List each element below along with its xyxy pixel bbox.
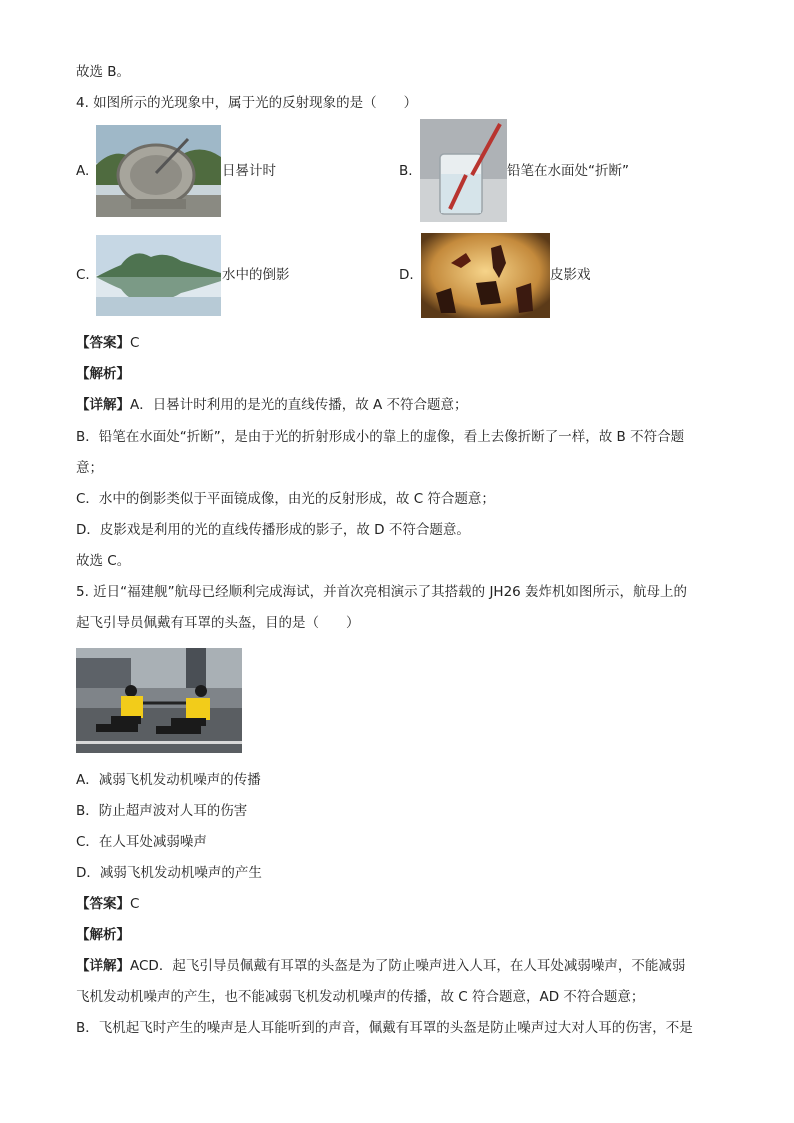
q4-detail-line-1: B．铅笔在水面处“折断”，是由于光的折射形成小的靠上的虚像，看上去像折断了一样，故 B 不符合题 <box>76 429 685 445</box>
q4-detail-line-0 <box>76 395 468 415</box>
q5-option-c: C．在人耳处减弱噪声 <box>76 834 207 850</box>
q5-detail-line-0 <box>76 956 685 976</box>
q5-option-d: D．减弱飞机发动机噪声的产生 <box>76 865 262 881</box>
q5-detail-line-1: 飞机发动机噪声的产生，也不能减弱飞机发动机噪声的传播，故 C 符合题意，AD 不符合题意； <box>76 989 645 1005</box>
shadow-play-photo <box>421 233 550 318</box>
option-c-letter: C. <box>76 267 90 283</box>
option-d-letter: D. <box>399 267 414 283</box>
sundial-photo <box>96 125 221 217</box>
option-d-label: 皮影戏 <box>550 267 591 283</box>
q5-option-b: B．防止超声波对人耳的伤害 <box>76 803 248 819</box>
previous-conclusion: 故选 B。 <box>76 64 131 80</box>
q4-detail-line-3: C．水中的倒影类似于平面镜成像，由光的反射形成，故 C 符合题意； <box>76 491 495 507</box>
q5-answer <box>76 894 139 914</box>
q4-detail-text-0: A．日晷计时利用的是光的直线传播，故 A 不符合题意； <box>130 397 468 413</box>
mountain-reflection-photo <box>96 235 221 316</box>
q5-detail-line-2: B．飞机起飞时产生的噪声是人耳能听到的声音，佩戴有耳罩的头盔是防止噪声过大对人耳的伤害，不是 <box>76 1020 693 1036</box>
q5-answer-value: C <box>130 896 140 912</box>
q5-answer-tag: 【答案】 <box>76 896 130 912</box>
q5-detail-tag: 【详解】 <box>76 958 130 974</box>
flight-deck-crew-photo <box>76 648 242 753</box>
pencil-in-water-photo <box>420 119 507 222</box>
q4-detail-tag: 【详解】 <box>76 397 130 413</box>
q4-answer-value: C <box>130 335 140 351</box>
question-4-stem: 4. 如图所示的光现象中，属于光的反射现象的是（ ） <box>76 95 418 111</box>
question-5-stem-line-0: 5. 近日“福建舰”航母已经顺利完成海试，并首次亮相演示了其搭载的 JH26 轰炸机如图所示，航母上的 <box>76 584 688 600</box>
q5-detail-text-0: ACD．起飞引导员佩戴有耳罩的头盔是为了防止噪声进入人耳，在人耳处减弱噪声，不能减弱 <box>130 958 686 974</box>
option-b-letter: B. <box>399 163 413 179</box>
option-a-label: 日晷计时 <box>222 163 276 179</box>
q4-answer-tag: 【答案】 <box>76 335 130 351</box>
q4-conclusion: 故选 C。 <box>76 553 131 569</box>
q4-answer <box>76 333 139 353</box>
q4-analysis-tag: 【解析】 <box>76 366 130 382</box>
q5-option-a: A．减弱飞机发动机噪声的传播 <box>76 772 261 788</box>
q4-detail-line-4: D．皮影戏是利用的光的直线传播形成的影子，故 D 不符合题意。 <box>76 522 470 538</box>
option-c-label: 水中的倒影 <box>222 267 290 283</box>
q5-analysis-tag: 【解析】 <box>76 927 130 943</box>
option-b-label: 铅笔在水面处“折断” <box>507 163 629 179</box>
option-a-letter: A. <box>76 163 90 179</box>
question-5-stem-line-1: 起飞引导员佩戴有耳罩的头盔，目的是（ ） <box>76 615 360 631</box>
q4-detail-line-2: 意； <box>76 460 103 476</box>
